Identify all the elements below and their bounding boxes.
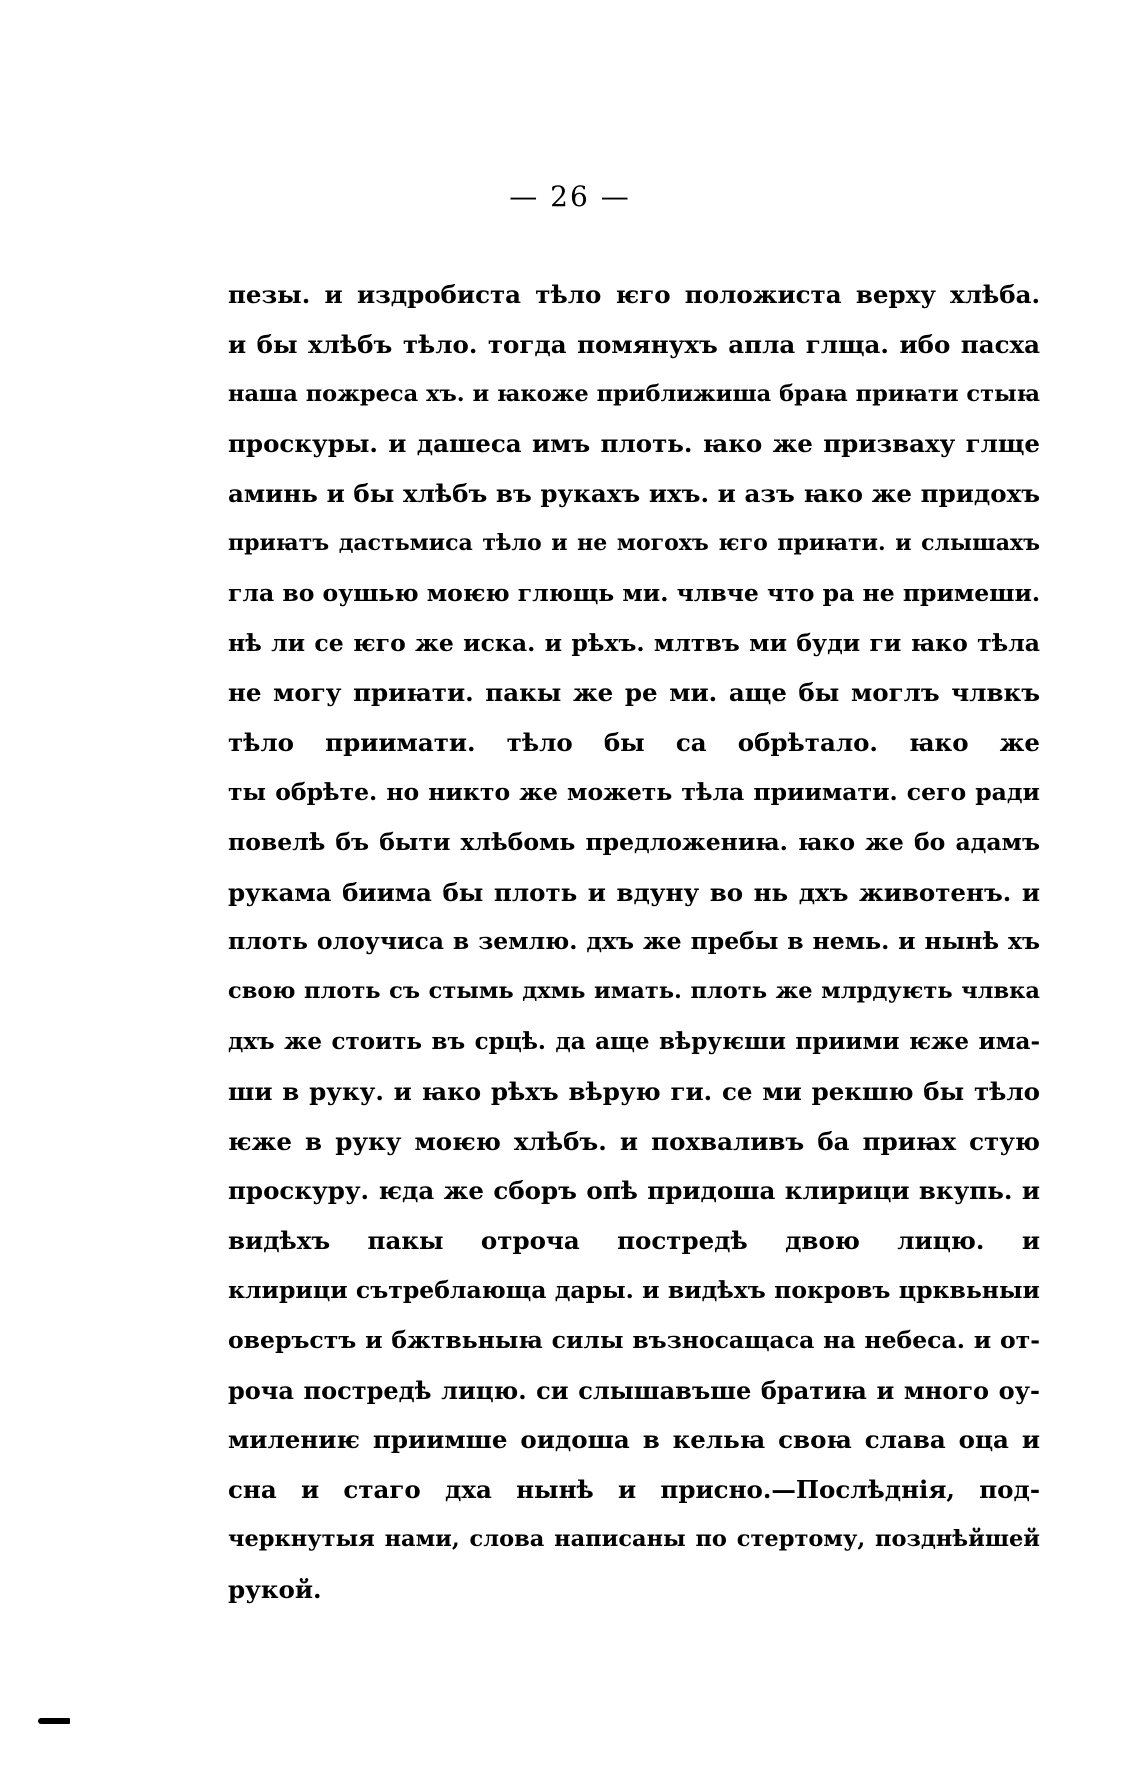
text-line: наша пожреса хъ. и ꙗкоже приближиша браꙗ приꙗти стыꙗ [228,380,1040,407]
margin-mark [38,1718,70,1724]
text-line: и бы хлѣбъ тѣло. тогда помянухъ апла глща. ибо пасха [228,329,1040,359]
text-line: повелѣ бъ быти хлѣбомь предложениꙗ. ꙗко же бо адамъ [228,827,1040,856]
text-line: роча постредѣ лицю. си слышавъше братиꙗ и много оу- [228,1375,1040,1405]
text-line: нѣ ли се ѥго же иска. и рѣхъ. млтвъ ми буди ги ꙗко тѣла [228,628,1040,657]
text-line: видѣхъ пакы отроча постредѣ двою лицю. и [228,1226,1040,1256]
text-line: дхъ же стоить въ срцѣ. да аще вѣруѥши приими ѥже има- [228,1027,1040,1055]
text-line: рукама биима бы плоть и вдуну во нь дхъ животенъ. и [228,877,1040,907]
page-number: — 26 — [509,180,631,213]
text-line: проскуру. ѥда же сборъ опѣ придоша клирици вкупь. и [228,1176,1040,1206]
text-line: оверъстъ и бжтвьныꙗ силы възносащаса на небеса. и от- [228,1325,1040,1354]
text-line: ши в руку. и ꙗко рѣхъ вѣрую ги. се ми рекшю бы тѣло [228,1076,1040,1106]
text-line: приꙗтъ дастьмиса тѣло и не могохъ ѥго приꙗти. и слышахъ [228,529,1040,556]
text-line: проскуры. и дашеса имъ плоть. ꙗко же призваху глще [228,429,1040,459]
text-line: сна и стаго дха нынѣ и присно.—Послѣднія, под- [228,1475,1040,1505]
text-line: рукой. [228,1574,322,1604]
text-line: пезы. и издробиста тѣло ѥго положиста верху хлѣба. [228,280,1040,309]
text-line: черкнутыя нами, слова написаны по стертому, позднѣйшей [228,1525,1040,1552]
text-line: ѥже в руку моѥю хлѣбъ. и похваливъ ба приꙗх стую [228,1126,1040,1156]
text-line: гла во оушью моѥю глющь ми. члвче что ра не примеши. [228,578,1040,607]
text-line: ты обрѣте. но никто же можеть тѣла приимати. сего ради [228,777,1040,806]
text-line: аминь и бы хлѣбъ въ рукахъ ихъ. и азъ ꙗко же придохъ [228,479,1040,509]
text-line: тѣло приимати. тѣло бы са обрѣтало. ꙗко же [228,728,1040,758]
body-text [228,270,1040,1615]
text-line: клирици сътреблающа дары. и видѣхъ покровъ црквьныи [228,1275,1040,1304]
text-line: плоть олоучиса в землю. дхъ же пребы в немь. и нынѣ хъ [228,927,1040,956]
text-line: не могу приꙗти. пакы же ре ми. аще бы моглъ члвкъ [228,678,1040,708]
text-line: милениѥ приимше оидоша в кельꙗ своꙗ слава оца и [228,1425,1040,1455]
text-line: свою плоть съ стымь дхмь имать. плоть же млрдуѥть члвка [228,978,1040,1005]
